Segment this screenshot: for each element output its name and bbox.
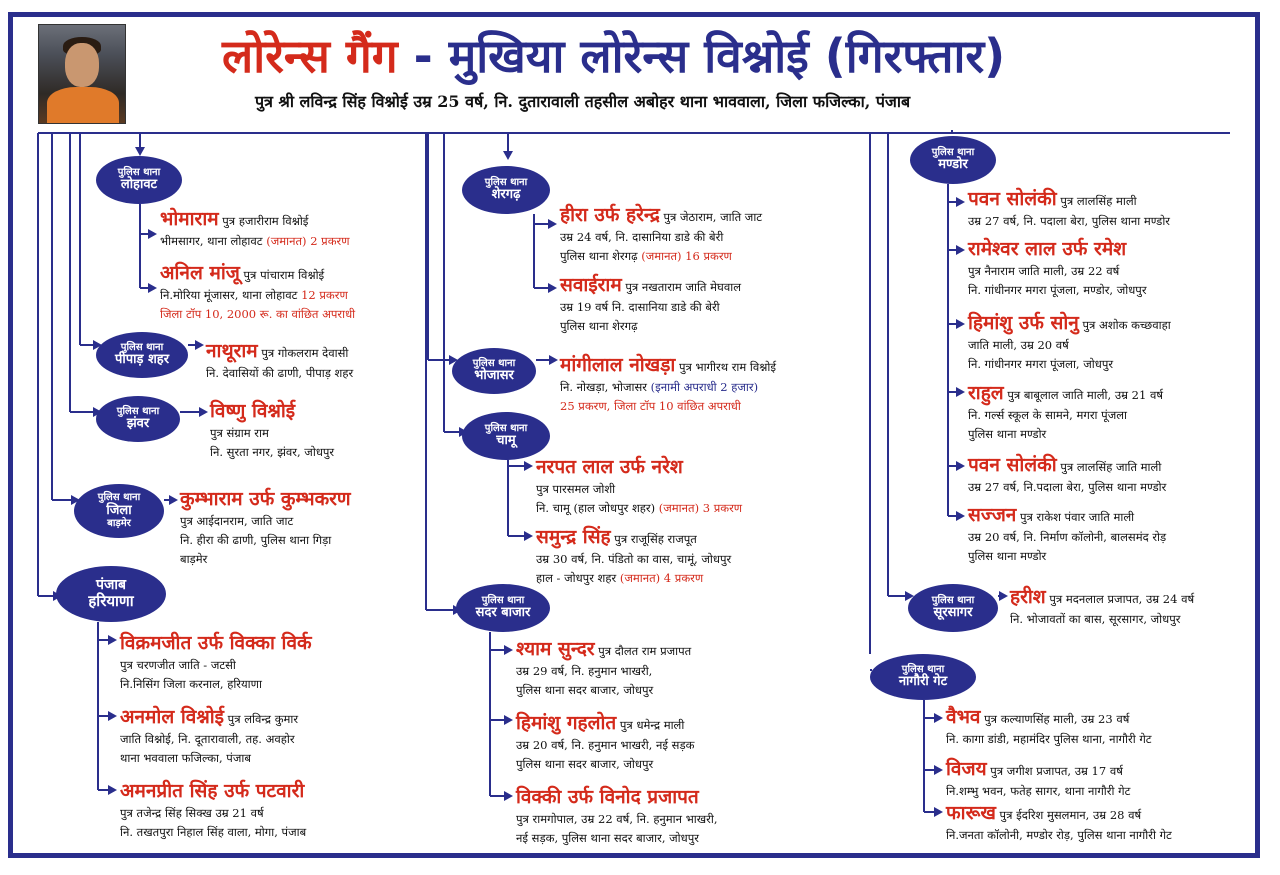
member-arrow <box>524 531 533 541</box>
station-oval-pipar <box>96 332 188 378</box>
member-detail-text: नि. चामू (हाल जोधपुर शहर) <box>536 501 659 515</box>
member-detail-text: उम्र 27 वर्ष, नि. पदाला बेरा, पुलिस थाना मण्डोर <box>968 214 1171 228</box>
member-name: पवन सोलंकी <box>968 454 1057 476</box>
member-parent: पुत्र लविन्द्र कुमार <box>224 712 299 726</box>
member-entry <box>946 756 1130 801</box>
member-name: विक्की उर्फ विनोद प्रजापत <box>516 786 699 808</box>
station-oval-sadar <box>456 584 550 632</box>
member-detail-text: पुलिस थाना सदर बाजार, जोधपुर <box>516 683 654 697</box>
member-detail <box>536 499 742 518</box>
member-entry <box>206 338 353 383</box>
station-label: जिला <box>106 502 132 518</box>
member-arrow <box>524 461 533 471</box>
member-detail <box>968 262 1147 281</box>
member-detail <box>968 336 1171 355</box>
member-name-row <box>160 260 355 286</box>
member-detail <box>120 675 312 694</box>
member-entry <box>160 206 350 251</box>
member-arrow <box>504 715 513 725</box>
member-arrow <box>956 387 965 397</box>
member-detail-text: नि. कागा डांडी, महामंदिर पुलिस थाना, नागौरी गेट <box>946 732 1152 746</box>
member-arrow <box>504 645 513 655</box>
station-label: पुलिस थाना <box>117 166 161 178</box>
member-entry <box>560 272 741 336</box>
member-detail <box>210 424 334 443</box>
member-detail-highlight: (इनामी अपराधी 2 हजार) <box>650 380 759 394</box>
member-detail <box>516 829 718 848</box>
member-detail-text: पुत्र आईदानराम, जाति जाट <box>180 514 294 528</box>
member-arrow <box>549 355 558 365</box>
member-arrow <box>548 283 557 293</box>
member-name-row <box>180 486 351 512</box>
member-name: हिमांशु उर्फ सोनु <box>968 312 1079 334</box>
member-entry <box>560 202 762 266</box>
member-arrow <box>934 807 943 817</box>
station-oval-lohawat <box>96 156 182 204</box>
station-oval-bhojasar <box>452 348 536 394</box>
member-detail-text: नि. गांधीनगर मगरा पूंजला, जोधपुर <box>968 357 1114 371</box>
member-name-row <box>968 502 1166 528</box>
member-detail-highlight: 12 प्रकरण <box>301 288 348 302</box>
member-name: सज्जन <box>968 504 1017 526</box>
member-arrow <box>956 319 965 329</box>
member-detail <box>160 305 355 324</box>
member-arrow <box>548 219 557 229</box>
member-arrow <box>999 591 1008 601</box>
member-parent: पुत्र अशोक कच्छवाहा <box>1078 318 1171 332</box>
member-name-row <box>516 710 694 736</box>
member-name-row <box>560 352 776 378</box>
member-parent: पुत्र बाबूलाल जाति माली, उम्र 21 वर्ष <box>1003 388 1164 402</box>
member-arrow <box>956 245 965 255</box>
member-name-row <box>1010 584 1194 610</box>
member-detail-text: उम्र 20 वर्ष, नि. निर्माण कॉलोनी, बालसमंद रोड़ <box>968 530 1167 544</box>
member-entry <box>946 800 1172 845</box>
member-detail-highlight: 25 प्रकरण, जिला टॉप 10 वांछित अपराधी <box>560 399 741 413</box>
member-detail <box>968 478 1166 497</box>
member-parent: पुत्र पांचाराम विश्नोई <box>239 268 325 282</box>
member-detail-text: थाना भववाला फजिल्का, पंजाब <box>120 751 251 765</box>
member-detail-text: नि.मोरिया मूंजासर, थाना लोहावट <box>160 288 302 302</box>
member-entry <box>968 186 1170 231</box>
member-detail-highlight: (जमानत) 16 प्रकरण <box>641 249 732 263</box>
member-entry <box>180 486 351 569</box>
member-name-row <box>206 338 353 364</box>
member-name: हरीश <box>1010 586 1046 608</box>
member-arrow <box>956 511 965 521</box>
member-name-row <box>516 636 691 662</box>
member-detail-text: नि. हीरा की ढाणी, पुलिस थाना गिड़ा <box>180 533 332 547</box>
member-detail <box>946 826 1172 845</box>
member-entry <box>120 778 306 842</box>
member-detail <box>516 810 718 829</box>
member-detail-highlight: (जमानत) 3 प्रकरण <box>658 501 743 515</box>
member-name: श्याम सुन्दर <box>516 638 595 660</box>
member-detail-text: नि.शम्भु भवन, फतेह सागर, थाना नागौरी गेट <box>946 784 1131 798</box>
station-label: पुलिस थाना <box>484 422 528 434</box>
member-detail <box>120 749 298 768</box>
member-entry <box>536 454 742 518</box>
station-label: पुलिस थाना <box>901 663 945 675</box>
member-detail-text: उम्र 27 वर्ष, नि.पदाला बेरा, पुलिस थाना मण्डोर <box>968 480 1167 494</box>
member-detail-text: उम्र 20 वर्ष, नि. हनुमान भाखरी, नई सड़क <box>516 738 695 752</box>
member-detail <box>536 550 731 569</box>
member-detail <box>516 755 694 774</box>
member-entry <box>210 398 334 462</box>
arrow-to-shergarh <box>503 151 513 160</box>
member-detail-text: पुलिस थाना शेरगढ़ <box>560 319 638 333</box>
member-detail <box>560 298 741 317</box>
member-arrow <box>956 197 965 207</box>
member-name: अनिल मांजू <box>160 262 240 284</box>
member-arrow <box>148 283 157 293</box>
member-detail-text: पुत्र संग्राम राम <box>210 426 269 440</box>
station-label: पुलिस थाना <box>931 146 975 158</box>
station-label: पीपाड़ शहर <box>114 352 170 368</box>
member-arrow <box>169 495 178 505</box>
station-oval-nagori <box>870 654 976 700</box>
member-detail <box>180 531 351 550</box>
member-name-row <box>516 784 718 810</box>
member-detail-text: उम्र 24 वर्ष, नि. दासानिया डाडे की बेरी <box>560 230 724 244</box>
member-entry <box>968 236 1147 300</box>
member-detail-text: नि. तखतपुरा निहाल सिंह वाला, मोगा, पंजाब <box>120 825 307 839</box>
member-parent: पुत्र दौलत राम प्रजापत <box>594 644 692 658</box>
station-oval-barmer <box>74 484 164 538</box>
member-entry <box>968 380 1163 444</box>
member-parent: पुत्र नखताराम जाति मेघवाल <box>621 280 741 294</box>
station-label: पंजाब <box>96 577 126 594</box>
member-name: हिमांशु गहलोत <box>516 712 617 734</box>
member-detail <box>968 212 1170 231</box>
member-detail-text: पुत्र रामगोपाल, उम्र 22 वर्ष, नि. हनुमान भाखरी, <box>516 812 718 826</box>
member-detail-text: नि. गांधीनगर मगरा पूंजला, मण्डोर, जोधपुर <box>968 283 1147 297</box>
member-entry <box>946 704 1152 749</box>
member-entry <box>160 260 355 324</box>
member-detail-highlight: (जमानत) 4 प्रकरण <box>619 571 704 585</box>
member-name-row <box>968 310 1171 336</box>
member-parent: पुत्र जगीश प्रजापत, उम्र 17 वर्ष <box>986 764 1123 778</box>
member-parent: पुत्र मदनलाल प्रजापत, उम्र 24 वर्ष <box>1045 592 1195 606</box>
member-entry <box>968 310 1171 374</box>
member-detail <box>536 480 742 499</box>
member-arrow <box>108 635 117 645</box>
member-detail <box>560 228 762 247</box>
member-detail <box>968 425 1163 444</box>
member-detail-text: नि. सुरता नगर, झंवर, जोधपुर <box>210 445 335 459</box>
member-entry <box>1010 584 1194 629</box>
station-label: सदर बाजार <box>475 605 531 621</box>
station-label: मण्डोर <box>938 157 968 173</box>
member-parent: पुत्र गोकलराम देवासी <box>257 346 349 360</box>
member-arrow <box>108 711 117 721</box>
station-label: पुलिस थाना <box>97 492 141 504</box>
member-detail <box>968 547 1166 566</box>
member-detail <box>516 681 691 700</box>
member-name-row <box>560 272 741 298</box>
member-detail <box>120 730 298 749</box>
title-gang-name: लोरेन्स गैंग <box>222 29 398 83</box>
station-label: हरियाणा <box>88 592 134 611</box>
station-label: चामू <box>496 433 516 449</box>
station-label: पुलिस थाना <box>472 357 516 369</box>
member-detail <box>180 512 351 531</box>
station-oval-jhanwar <box>96 396 180 442</box>
member-name-row <box>968 380 1163 406</box>
member-parent: पुत्र धमेन्द्र माली <box>616 718 685 732</box>
member-name: पवन सोलंकी <box>968 188 1057 210</box>
station-label: पुलिस थाना <box>931 594 975 606</box>
member-detail-text: उम्र 30 वर्ष, नि. पंडितो का वास, चामूं, जोधपुर <box>536 552 732 566</box>
station-oval-mandore <box>910 136 996 184</box>
member-detail <box>516 736 694 755</box>
member-parent: पुत्र राजूसिंह राजपूत <box>610 532 697 546</box>
station-label: शेरगढ़ <box>491 187 521 203</box>
member-detail-text: पुलिस थाना मण्डोर <box>968 427 1047 441</box>
member-name-row <box>536 524 731 550</box>
member-detail-text: बाड़मेर <box>180 552 208 566</box>
member-parent: पुत्र लालसिंह माली <box>1056 194 1137 208</box>
member-entry <box>516 710 694 774</box>
member-name: कुम्भाराम उर्फ कुम्भकरण <box>180 488 351 510</box>
member-parent: पुत्र लालसिंह जाति माली <box>1056 460 1162 474</box>
station-label: भोजासर <box>474 368 514 384</box>
station-label: पुलिस थाना <box>120 341 164 353</box>
station-label: लोहावट <box>120 177 158 193</box>
member-name-row <box>946 756 1130 782</box>
member-parent: पुत्र ईदरिश मुसलमान, उम्र 28 वर्ष <box>995 808 1142 822</box>
member-detail-text: नई सड़क, पुलिस थाना सदर बाजार, जोधपुर <box>516 831 699 845</box>
member-detail <box>968 528 1166 547</box>
member-detail <box>210 443 334 462</box>
member-arrow <box>934 713 943 723</box>
station-oval-shergarh <box>462 166 550 214</box>
member-detail-text: पुत्र नैनाराम जाति माली, उम्र 22 वर्ष <box>968 264 1120 278</box>
member-arrow <box>195 340 204 350</box>
member-detail <box>120 656 312 675</box>
member-detail-text: पुत्र तजेन्द्र सिंह सिक्ख उम्र 21 वर्ष <box>120 806 264 820</box>
member-name: अमनप्रीत सिंह उर्फ पटवारी <box>120 780 305 802</box>
member-name: अनमोल विश्नोई <box>120 706 225 728</box>
member-name-row <box>210 398 334 424</box>
member-name: राहुल <box>968 382 1004 404</box>
member-detail-text: पुलिस थाना सदर बाजार, जोधपुर <box>516 757 654 771</box>
member-detail-text: उम्र 29 वर्ष, नि. हनुमान भाखरी, <box>516 664 653 678</box>
station-oval-punjab <box>56 566 166 622</box>
member-arrow <box>108 785 117 795</box>
station-label: नागौरी गेट <box>898 674 948 690</box>
member-detail <box>968 355 1171 374</box>
member-name: विष्णु विश्नोई <box>210 400 296 422</box>
station-label: बाड़मेर <box>107 518 131 530</box>
member-detail <box>160 286 355 305</box>
member-detail <box>206 364 353 383</box>
member-name: हीरा उर्फ हरेन्द्र <box>560 204 660 226</box>
member-detail-text: पुत्र पारसमल जोशी <box>536 482 616 496</box>
station-label: पुलिस थाना <box>116 405 160 417</box>
member-name-row <box>536 454 742 480</box>
station-oval-sursagar <box>908 584 998 632</box>
member-detail-text: हाल - जोधपुर शहर <box>536 571 620 585</box>
member-name-row <box>946 704 1152 730</box>
member-name-row <box>968 452 1166 478</box>
member-detail-text: नि. नोखड़ा, भोजासर <box>560 380 651 394</box>
member-parent: पुत्र राकेश पंवार जाति माली <box>1016 510 1135 524</box>
member-detail <box>536 569 731 588</box>
member-name: सवाईराम <box>560 274 622 296</box>
member-entry <box>516 784 718 848</box>
member-name-row <box>120 704 298 730</box>
member-name: फारूख <box>946 802 996 824</box>
member-name: समुन्द्र सिंह <box>536 526 611 548</box>
member-detail <box>516 662 691 681</box>
member-parent: पुत्र जेठाराम, जाति जाट <box>659 210 763 224</box>
member-name-row <box>968 236 1147 262</box>
member-arrow <box>199 407 208 417</box>
member-detail <box>560 247 762 266</box>
member-name: मांगीलाल नोखड़ा <box>560 354 676 376</box>
member-name: नरपत लाल उर्फ नरेश <box>536 456 683 478</box>
member-parent: पुत्र कल्याणसिंह माली, उम्र 23 वर्ष <box>980 712 1130 726</box>
member-entry <box>120 630 312 694</box>
member-detail <box>120 823 306 842</box>
member-detail-text: नि.जनता कॉलोनी, मण्डोर रोड़, पुलिस थाना नागौरी गेट <box>946 828 1172 842</box>
member-detail <box>560 397 776 416</box>
member-detail-text: नि. गर्ल्स स्कूल के सामने, मगरा पूंजला <box>968 408 1127 422</box>
member-name-row <box>120 778 306 804</box>
member-name: रामेश्वर लाल उर्फ रमेश <box>968 238 1127 260</box>
member-detail-text: नि. भोजावतों का बास, सूरसागर, जोधपुर <box>1010 612 1181 626</box>
member-detail-text: पुत्र चरणजीत जाति - जटसी <box>120 658 236 672</box>
member-detail-text: भीमसागर, थाना लोहावट <box>160 234 267 248</box>
member-arrow <box>148 229 157 239</box>
station-label: सूरसागर <box>933 605 973 621</box>
member-detail-text: जाति माली, उम्र 20 वर्ष <box>968 338 1069 352</box>
member-name-row <box>160 206 350 232</box>
member-name: वैभव <box>946 706 981 728</box>
member-arrow <box>934 765 943 775</box>
member-detail-text: जाति विश्नोई, नि. दूतारावाली, तह. अवहोर <box>120 732 295 746</box>
member-name: विक्रमजीत उर्फ विक्का विर्क <box>120 632 312 654</box>
member-detail-text: उम्र 19 वर्ष नि. दासानिया डाडे की बेरी <box>560 300 720 314</box>
member-detail <box>946 730 1152 749</box>
station-label: पुलिस थाना <box>484 176 528 188</box>
member-name: विजय <box>946 758 987 780</box>
leader-details: पुत्र श्री लविन्द्र सिंह विश्नोई उम्र 25 वर्ष, नि. दुतारावाली तहसील अबोहर थाना भाववाला, जिला फजिल्का, पंजाब <box>255 92 911 111</box>
member-detail <box>560 317 741 336</box>
member-name: भोमाराम <box>160 208 219 230</box>
member-detail <box>1010 610 1194 629</box>
member-name-row <box>968 186 1170 212</box>
member-detail-text: नि. देवासियों की ढाणी, पीपाड़ शहर <box>206 366 354 380</box>
member-parent: पुत्र भागीरथ राम विश्नोई <box>675 360 777 374</box>
member-arrow <box>504 791 513 801</box>
member-name-row <box>946 800 1172 826</box>
member-name-row <box>120 630 312 656</box>
member-entry <box>120 704 298 768</box>
station-label: झंवर <box>126 416 150 432</box>
station-oval-chamu <box>462 412 550 460</box>
member-detail <box>560 378 776 397</box>
member-arrow <box>956 461 965 471</box>
member-detail <box>180 550 351 569</box>
arrow-to-lohawat <box>135 147 145 156</box>
member-detail-text: नि.निसिंग जिला करनाल, हरियाणा <box>120 677 262 691</box>
station-label: पुलिस थाना <box>481 594 525 606</box>
member-detail-highlight: जिला टॉप 10, 2000 रू. का वांछित अपराधी <box>160 307 356 321</box>
member-entry <box>516 636 691 700</box>
member-detail <box>120 804 306 823</box>
member-detail-text: पुलिस थाना मण्डोर <box>968 549 1047 563</box>
member-detail <box>968 406 1163 425</box>
member-detail-text: पुलिस थाना शेरगढ़ <box>560 249 642 263</box>
member-entry <box>560 352 776 416</box>
member-detail <box>946 782 1130 801</box>
member-entry <box>968 502 1166 566</box>
member-entry <box>536 524 731 588</box>
member-entry <box>968 452 1166 497</box>
member-name: नाथूराम <box>206 340 258 362</box>
member-detail-highlight: (जमानत) 2 प्रकरण <box>266 234 350 248</box>
member-detail <box>968 281 1147 300</box>
title-leader: - मुखिया लोरेन्स विश्नोई (गिरफ्तार) <box>397 29 1006 83</box>
member-name-row <box>560 202 762 228</box>
member-detail <box>160 232 350 251</box>
member-parent: पुत्र हजारीराम विश्नोई <box>218 214 309 228</box>
